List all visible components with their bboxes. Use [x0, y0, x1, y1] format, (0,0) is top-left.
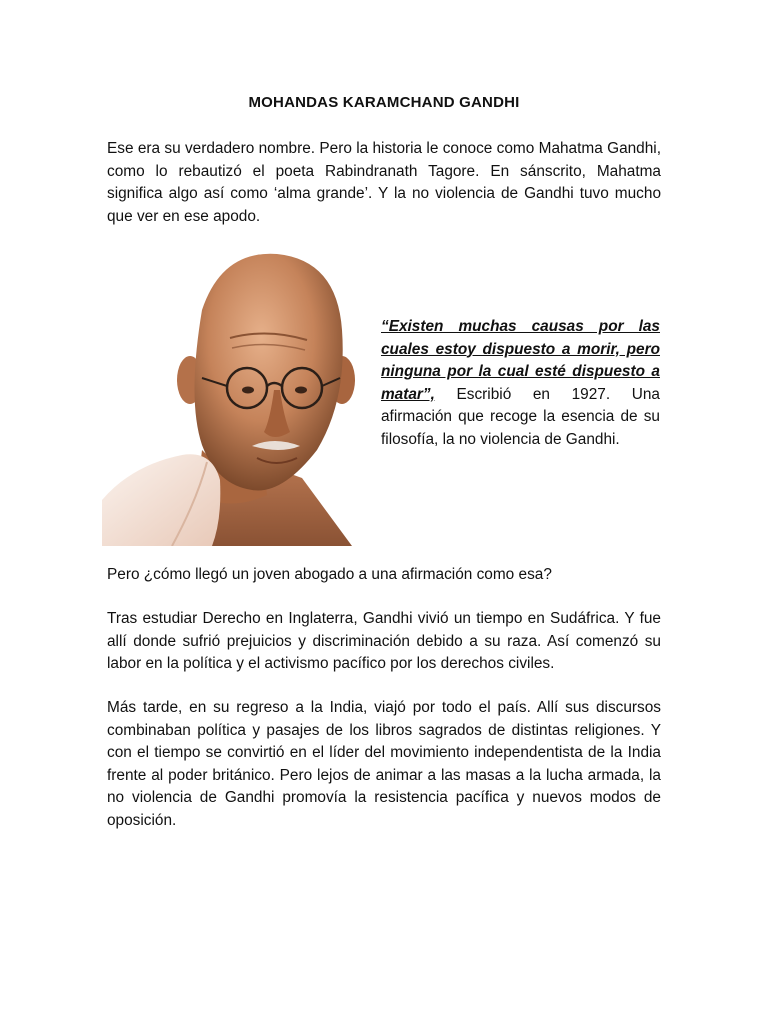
- quote-block: [381, 316, 660, 451]
- body-paragraph-2: Más tarde, en su regreso a la India, viajó por todo el país. Allí sus discursos combinaban política y pasajes de los libros sagrados de distintas religiones. Y con el tiempo se convirtió en el líder del movimiento independentista de la India frente al poder británico. Pero lejos de animar a las masas a la lucha armada, la no violencia de Gandhi promovía la resistencia pacífica y nuevos modos de oposición.: [107, 699, 661, 829]
- quote-followup: Escribió en 1927. Una afirmación que recoge la esencia de su filosofía, la no violencia de Gandhi.: [381, 385, 660, 448]
- body-paragraph-1: Tras estudiar Derecho en Inglaterra, Gandhi vivió un tiempo en Sudáfrica. Y fue allí donde sufrió prejuicios y discriminación debido a su raza. Así comenzó su labor en la política y el activismo pacífico por los derechos civiles.: [107, 610, 661, 672]
- question-paragraph: Pero ¿cómo llegó un joven abogado a una afirmación como esa?: [107, 566, 552, 583]
- portrait-illustration: [102, 250, 358, 546]
- gandhi-portrait-image: [102, 250, 358, 546]
- document-title: MOHANDAS KARAMCHAND GANDHI: [248, 94, 520, 111]
- gandhi-quote: “Existen muchas causas por las cuales estoy dispuesto a morir, pero ninguna por la cual esté dispuesto a matar”,: [381, 318, 660, 403]
- intro-paragraph: Ese era su verdadero nombre. Pero la historia le conoce como Mahatma Gandhi, como lo rebautizó el poeta Rabindranath Tagore. En sánscrito, Mahatma significa algo así como ‘alma grande’. Y la no violencia de Gandhi tuvo mucho que ver en ese apodo.: [107, 140, 661, 225]
